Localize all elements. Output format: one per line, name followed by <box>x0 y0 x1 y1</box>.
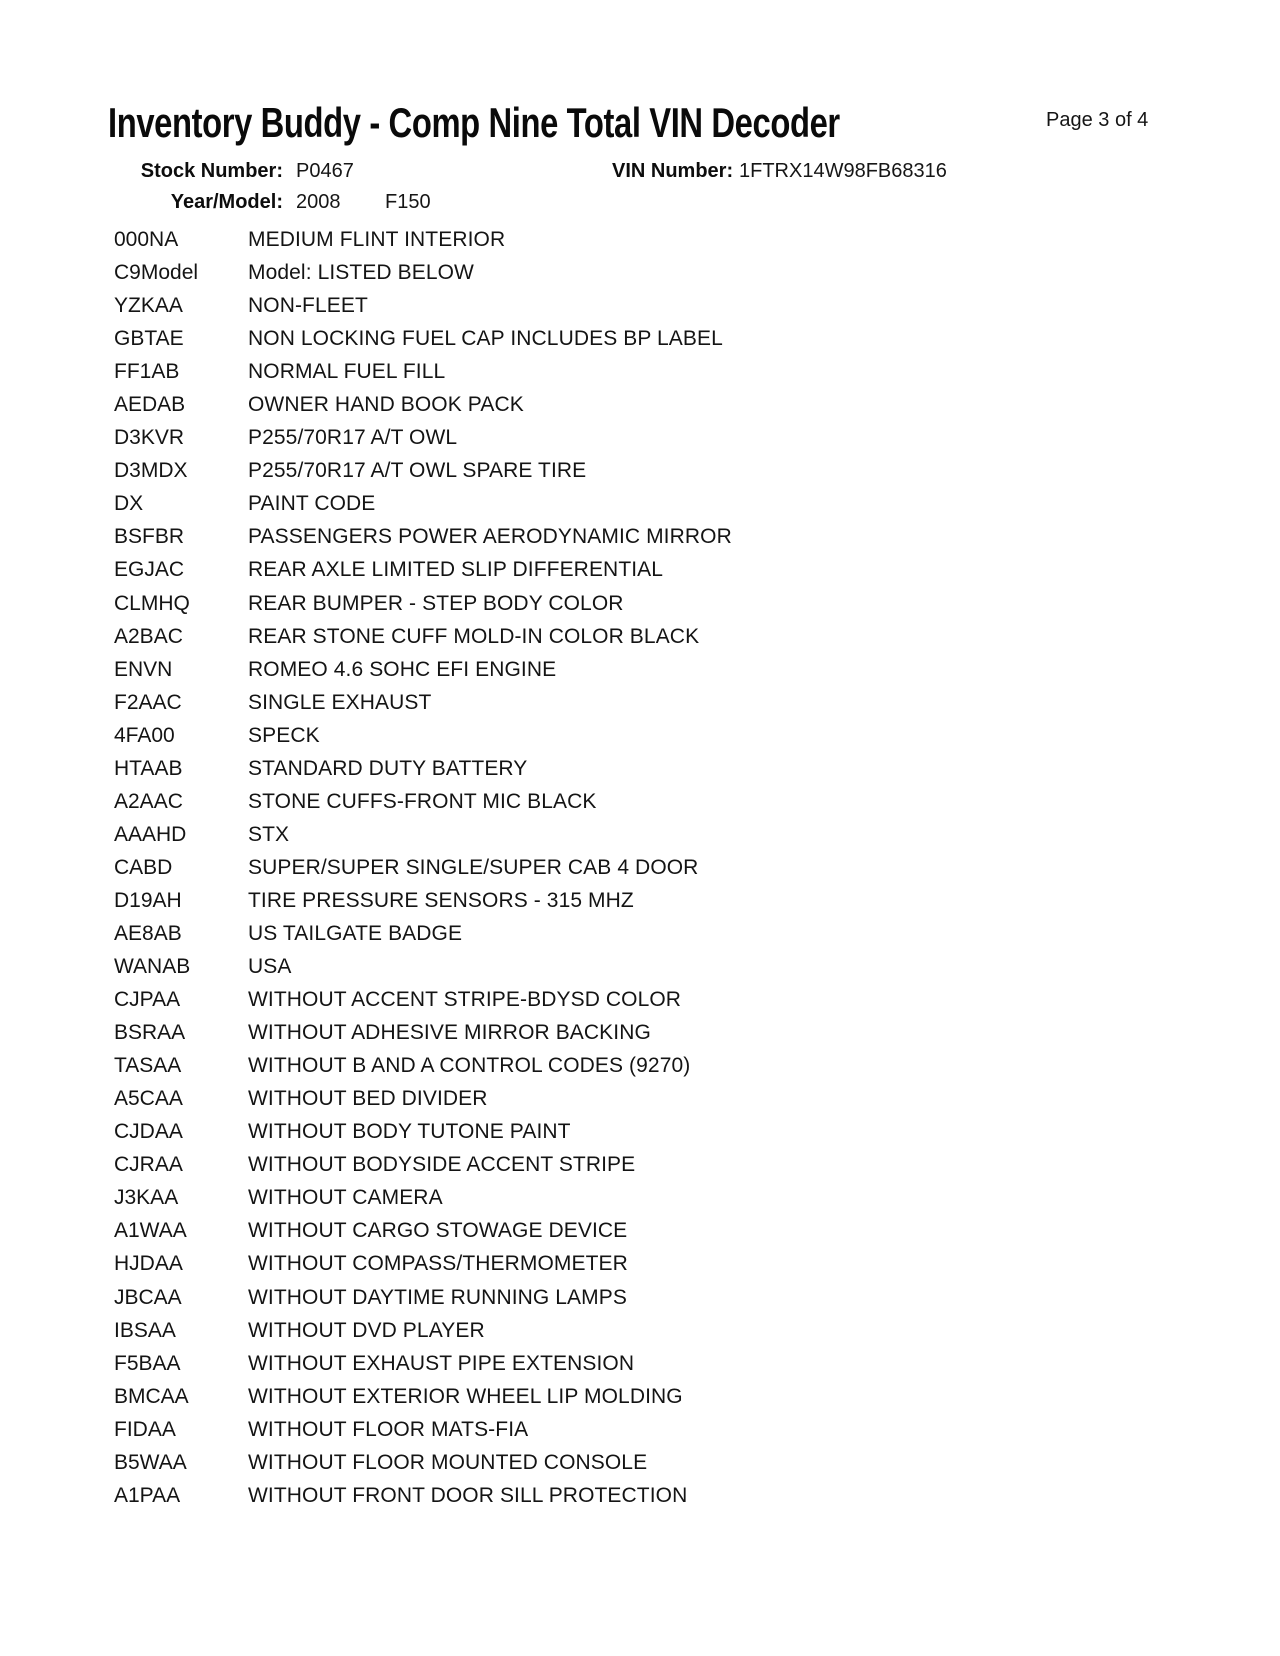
option-row <box>114 520 1214 553</box>
option-code: J3KAA <box>114 1186 179 1210</box>
option-code: F2AAC <box>114 690 182 714</box>
option-code: A5CAA <box>114 1087 183 1111</box>
option-code: A2BAC <box>114 624 183 648</box>
option-row <box>114 355 1214 388</box>
option-code: YZKAA <box>114 294 183 318</box>
option-description: WITHOUT ADHESIVE MIRROR BACKING <box>248 1021 651 1045</box>
option-row <box>114 1314 1214 1347</box>
option-description: Model: LISTED BELOW <box>248 261 474 285</box>
model-value: F150 <box>385 191 431 213</box>
option-description: SINGLE EXHAUST <box>248 690 432 714</box>
option-description: MEDIUM FLINT INTERIOR <box>248 228 506 251</box>
option-code: BMCAA <box>114 1384 189 1408</box>
page-number-indicator: Page 3 of 4 <box>1046 109 1149 131</box>
option-row <box>114 1016 1214 1049</box>
option-description: REAR AXLE LIMITED SLIP DIFFERENTIAL <box>248 558 664 582</box>
option-description: OWNER HAND BOOK PACK <box>248 393 524 417</box>
option-code: D19AH <box>114 888 182 912</box>
option-code: BSFBR <box>114 525 185 549</box>
page-title: Inventory Buddy - Comp Nine Total VIN Decoder <box>108 99 840 146</box>
option-description: STANDARD DUTY BATTERY <box>248 756 528 780</box>
option-row <box>114 454 1214 487</box>
option-row <box>114 785 1214 818</box>
option-row <box>114 388 1214 421</box>
option-description: REAR STONE CUFF MOLD-IN COLOR BLACK <box>248 624 700 648</box>
year-model-label: Year/Model: <box>170 191 283 213</box>
option-code: EGJAC <box>114 558 185 582</box>
option-description: P255/70R17 A/T OWL <box>248 426 458 450</box>
option-row <box>114 983 1214 1016</box>
option-code: B5WAA <box>114 1450 187 1474</box>
option-description: NON-FLEET <box>248 294 368 318</box>
option-description: WITHOUT FRONT DOOR SILL PROTECTION <box>248 1483 688 1507</box>
option-code: F5BAA <box>114 1351 181 1375</box>
option-code: JBCAA <box>114 1285 182 1309</box>
option-description: STONE CUFFS-FRONT MIC BLACK <box>248 789 597 813</box>
option-code: 4FA00 <box>114 723 175 747</box>
option-code: DX <box>114 492 144 516</box>
stock-number-value: P0467 <box>296 160 354 182</box>
year-value: 2008 <box>296 191 341 213</box>
option-description: US TAILGATE BADGE <box>248 921 463 945</box>
option-row <box>114 686 1214 719</box>
option-row <box>114 950 1214 983</box>
option-code: CJDAA <box>114 1120 183 1144</box>
option-row <box>114 653 1214 686</box>
option-description: TIRE PRESSURE SENSORS - 315 MHZ <box>248 888 634 912</box>
option-code: AAAHD <box>114 822 187 846</box>
option-row <box>114 1347 1214 1380</box>
option-code: GBTAE <box>114 327 184 351</box>
option-code: HJDAA <box>114 1252 183 1276</box>
option-row <box>114 587 1214 620</box>
option-row <box>114 1413 1214 1446</box>
option-description: WITHOUT DVD PLAYER <box>248 1318 485 1342</box>
option-code: CJRAA <box>114 1153 183 1177</box>
option-description: WITHOUT BODYSIDE ACCENT STRIPE <box>248 1153 636 1177</box>
option-row <box>114 1247 1214 1280</box>
option-description: WITHOUT EXTERIOR WHEEL LIP MOLDING <box>248 1384 683 1408</box>
option-code: D3MDX <box>114 459 188 483</box>
option-code: IBSAA <box>114 1318 176 1342</box>
stock-number-label: Stock Number: <box>140 160 283 182</box>
option-description: USA <box>248 955 292 979</box>
option-description: ROMEO 4.6 SOHC EFI ENGINE <box>248 657 557 681</box>
option-description: WITHOUT BODY TUTONE PAINT <box>248 1120 571 1144</box>
option-description: SPECK <box>248 723 320 747</box>
option-row <box>114 256 1214 289</box>
option-row <box>114 553 1214 586</box>
option-row <box>114 1380 1214 1413</box>
option-code: HTAAB <box>114 756 183 780</box>
option-description: WITHOUT COMPASS/THERMOMETER <box>248 1252 628 1276</box>
option-row <box>114 851 1214 884</box>
option-row <box>114 322 1214 355</box>
vin-number-value: 1FTRX14W98FB68316 <box>739 160 947 182</box>
option-code: C9Model <box>114 261 199 285</box>
option-row <box>114 487 1214 520</box>
vin-number-label: VIN Number: <box>612 160 734 182</box>
option-code: A2AAC <box>114 789 183 813</box>
option-code: ENVN <box>114 657 173 681</box>
option-description: NORMAL FUEL FILL <box>248 360 446 384</box>
option-description: NON LOCKING FUEL CAP INCLUDES BP LABEL <box>248 327 723 351</box>
option-description: SUPER/SUPER SINGLE/SUPER CAB 4 DOOR <box>248 855 699 879</box>
option-row <box>114 752 1214 785</box>
option-codes-list <box>114 223 1214 1512</box>
option-code: FIDAA <box>114 1417 176 1441</box>
option-code: CLMHQ <box>114 591 190 615</box>
option-code: AEDAB <box>114 393 186 417</box>
option-description: WITHOUT BED DIVIDER <box>248 1087 488 1111</box>
option-row <box>114 884 1214 917</box>
option-description: WITHOUT B AND A CONTROL CODES (9270) <box>248 1054 691 1078</box>
option-row <box>114 1281 1214 1314</box>
option-code: AE8AB <box>114 921 182 945</box>
option-row <box>114 223 1214 256</box>
option-row <box>114 1115 1214 1148</box>
option-code: BSRAA <box>114 1021 186 1045</box>
option-description: WITHOUT FLOOR MATS-FIA <box>248 1417 529 1441</box>
option-code: TASAA <box>114 1054 182 1078</box>
option-row <box>114 719 1214 752</box>
option-description: WITHOUT CAMERA <box>248 1186 443 1210</box>
option-row <box>114 1049 1214 1082</box>
option-description: STX <box>248 822 290 846</box>
option-row <box>114 1082 1214 1115</box>
option-code: D3KVR <box>114 426 185 450</box>
option-description: P255/70R17 A/T OWL SPARE TIRE <box>248 459 587 483</box>
option-code: A1PAA <box>114 1483 181 1507</box>
option-code: A1WAA <box>114 1219 187 1243</box>
option-row <box>114 1446 1214 1479</box>
option-code: FF1AB <box>114 360 180 384</box>
option-row <box>114 1181 1214 1214</box>
option-description: PASSENGERS POWER AERODYNAMIC MIRROR <box>248 525 732 549</box>
option-row <box>114 818 1214 851</box>
option-description: WITHOUT DAYTIME RUNNING LAMPS <box>248 1285 627 1309</box>
option-code: CABD <box>114 855 173 879</box>
option-description: WITHOUT FLOOR MOUNTED CONSOLE <box>248 1450 648 1474</box>
option-code: CJPAA <box>114 988 181 1012</box>
option-row <box>114 1214 1214 1247</box>
option-row <box>114 1479 1214 1512</box>
option-description: WITHOUT ACCENT STRIPE-BDYSD COLOR <box>248 988 682 1012</box>
option-description: WITHOUT EXHAUST PIPE EXTENSION <box>248 1351 635 1375</box>
option-row <box>114 1148 1214 1181</box>
option-row <box>114 620 1214 653</box>
option-code: WANAB <box>114 955 191 979</box>
option-row <box>114 289 1214 322</box>
option-row <box>114 421 1214 454</box>
option-description: WITHOUT CARGO STOWAGE DEVICE <box>248 1219 628 1243</box>
option-code: 000NA <box>114 228 179 251</box>
option-description: PAINT CODE <box>248 492 376 516</box>
option-description: REAR BUMPER - STEP BODY COLOR <box>248 591 624 615</box>
option-row <box>114 917 1214 950</box>
